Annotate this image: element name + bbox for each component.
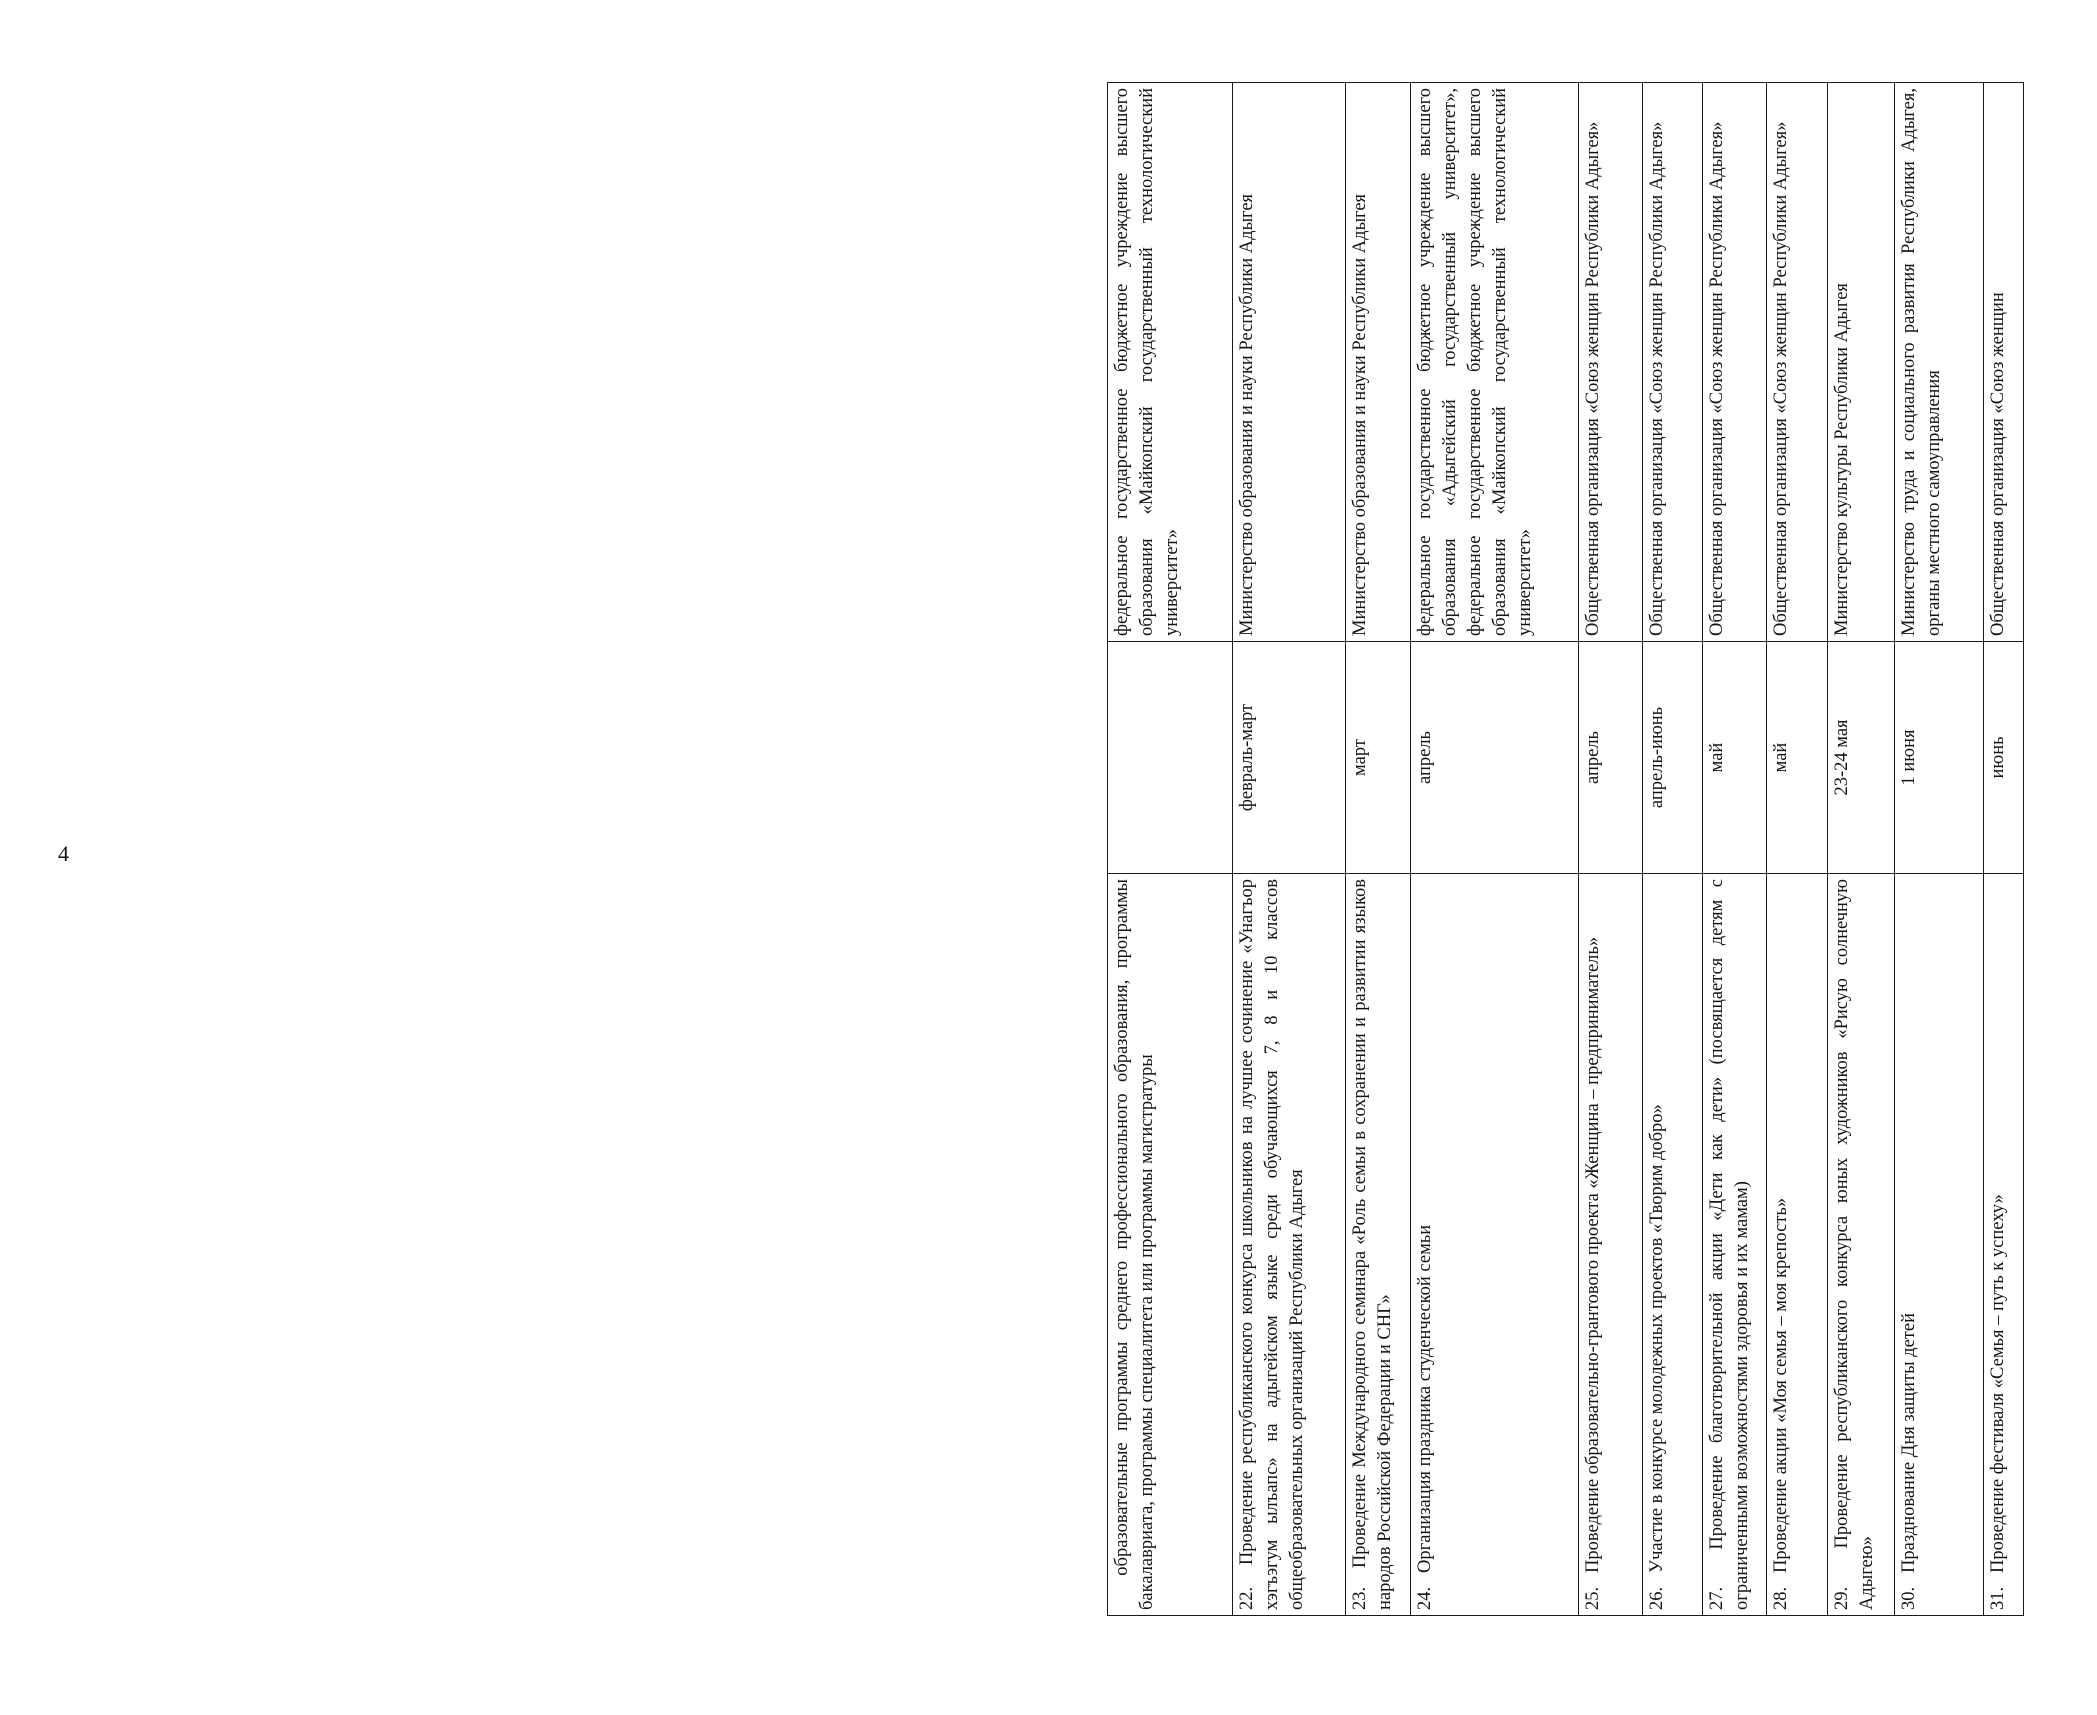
table-row [1895, 83, 1984, 1616]
date-cell: май [1767, 642, 1828, 874]
row-number: 31. [1988, 1586, 2008, 1610]
responsible-cell: Общественная организация «Союз женщин Республики Адыгея» [1579, 83, 1643, 642]
event-cell [1233, 874, 1346, 1616]
event-text: Организация праздника студенческой семьи [1415, 1224, 1435, 1573]
event-text: Празднование Дня защиты детей [1899, 1313, 1919, 1573]
date-cell: апрель-июнь [1643, 642, 1703, 874]
row-number: 26. [1647, 1586, 1667, 1610]
table-row [1346, 83, 1411, 1616]
responsible-cell: Общественная организация «Союз женщин Республики Адыгея» [1767, 83, 1828, 642]
responsible-cell: Общественная организация «Союз женщин Республики Адыгея» [1643, 83, 1703, 642]
event-text: Проведение Международного семинара «Роль семьи в сохранении и развитии языков народов Российской Федерации и СНГ» [1350, 878, 1395, 1610]
row-number [1112, 1576, 1132, 1610]
event-cell [1411, 874, 1579, 1616]
date-cell: март [1346, 642, 1411, 874]
date-cell [1108, 642, 1233, 874]
table-row [1579, 83, 1643, 1616]
responsible-cell: Общественная организация «Союз женщин Республики Адыгея» [1703, 83, 1767, 642]
row-number: 22. [1237, 1586, 1257, 1610]
row-number: 30. [1899, 1586, 1919, 1610]
event-text: Проведение республиканского конкурса школьников на лучшее сочинение «Унагъор хэгъэгум ылъапс» на адыгейском языке среди обучающихся 7, 8 и 10 классов общеобразовательных организаций Республики Адыгея [1237, 879, 1307, 1610]
event-text: Участие в конкурсе молодежных проектов «Творим добро» [1647, 1104, 1667, 1573]
responsible-cell: федеральное государственное бюджетное учреждение высшего образования «Майкопский государственный технологический университет» [1108, 83, 1233, 642]
table-row [1828, 83, 1895, 1616]
responsible-cell: Министерство труда и социального развития Республики Адыгея, органы местного самоуправления [1895, 83, 1984, 642]
event-cell [1108, 874, 1233, 1616]
row-number: 29. [1832, 1586, 1852, 1610]
date-cell: июнь [1984, 642, 2024, 874]
responsible-cell: Министерство образования и науки Республики Адыгея [1233, 83, 1346, 642]
event-cell [1579, 874, 1643, 1616]
event-cell [1703, 874, 1767, 1616]
responsible-cell: федеральное государственное бюджетное учреждение высшего образования «Адыгейский государственный университет», федеральное государственное бюджетное учреждение высшего образования «Майкопский государственный технологический университет» [1411, 83, 1579, 642]
row-number: 27. [1707, 1586, 1727, 1610]
table-row [1984, 83, 2024, 1616]
responsible-cell: Министерство культуры Республики Адыгея [1828, 83, 1895, 642]
row-number: 28. [1771, 1586, 1791, 1610]
date-cell: февраль-март [1233, 642, 1346, 874]
page-number: 4 [58, 841, 69, 866]
date-cell: 23-24 мая [1828, 642, 1895, 874]
table-row [1703, 83, 1767, 1616]
event-text: Проведение республиканского конкурса юных художников «Рисую солнечную Адыгею» [1832, 879, 1877, 1610]
table-row [1411, 83, 1579, 1616]
responsible-cell: Министерство образования и науки Республики Адыгея [1346, 83, 1411, 642]
events-table [1107, 82, 2024, 1616]
event-cell [1346, 874, 1411, 1616]
event-cell [1767, 874, 1828, 1616]
table-row [1643, 83, 1703, 1616]
date-cell: апрель [1579, 642, 1643, 874]
date-cell: май [1703, 642, 1767, 874]
row-number: 24. [1415, 1586, 1435, 1610]
table-row [1767, 83, 1828, 1616]
event-cell [1643, 874, 1703, 1616]
table-row [1233, 83, 1346, 1616]
event-text: Проведение образовательно-грантового проекта «Женщина – предприниматель» [1583, 936, 1603, 1573]
responsible-cell: Общественная организация «Союз женщин [1984, 83, 2024, 642]
date-cell: 1 июня [1895, 642, 1984, 874]
row-number: 23. [1350, 1586, 1370, 1610]
event-text: образовательные программы среднего профессионального образования, программы бакалавриата, программы специалитета или программы магистратуры [1112, 879, 1157, 1610]
event-text: Проведение фестиваля «Семья – путь к успеху» [1988, 1194, 2008, 1573]
table-row [1108, 83, 1233, 1616]
event-cell [1984, 874, 2024, 1616]
event-cell [1828, 874, 1895, 1616]
event-text: Проведение акции «Моя семья – моя крепость» [1771, 1197, 1791, 1573]
event-text: Проведение благотворительной акции «Дети как дети» (посвящается детям с ограниченными возможностями здоровья и их мамам) [1707, 878, 1752, 1610]
row-number: 25. [1583, 1586, 1603, 1610]
event-cell [1895, 874, 1984, 1616]
date-cell: апрель [1411, 642, 1579, 874]
table-wrapper [1107, 83, 2097, 1616]
